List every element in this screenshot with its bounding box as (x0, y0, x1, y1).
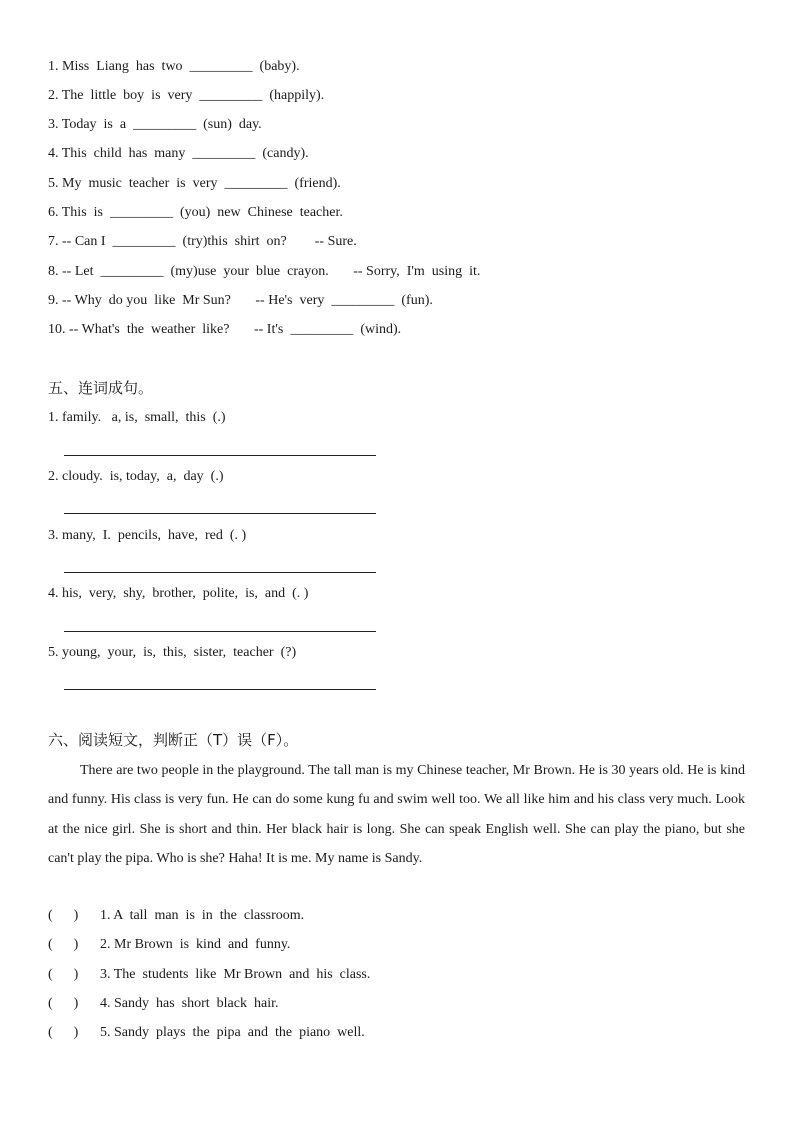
tf-statement-1: 1. A tall man is in the classroom. (100, 908, 305, 923)
answer-line-2[interactable] (64, 513, 376, 514)
reorder-item-4: 4. his, very, shy, brother, polite, is, and (. ) (48, 586, 309, 601)
reorder-item-1: 1. family. a, is, small, this (.) (48, 410, 226, 425)
fill-item-10: 10. -- What's the weather like? -- It's _________ (wind). (48, 322, 402, 337)
tf-item-1 (48, 907, 304, 925)
fill-item-9: 9. -- Why do you like Mr Sun? -- He's very _________ (fun). (48, 293, 433, 308)
fill-item-2: 2. The little boy is very _________ (happily). (48, 88, 325, 103)
fill-item-5: 5. My music teacher is very _________ (friend). (48, 176, 341, 191)
answer-line-5[interactable] (64, 689, 376, 690)
tf-item-2 (48, 936, 290, 954)
answer-line-3[interactable] (64, 572, 376, 573)
reading-passage (48, 756, 745, 873)
answer-line-4[interactable] (64, 631, 376, 632)
fill-item-7: 7. -- Can I _________ (try)this shirt on? -- Sure. (48, 234, 357, 249)
tf-item-4 (48, 995, 278, 1013)
reading-passage-text: There are two people in the playground. The tall man is my Chinese teacher, Mr Brown. He is 30 years old. He is kind and funny. His class is very fun. He can do some kung fu and swim well too. We all like him and his class very much. Look at the nice girl. She is short and thin. Her black hair is long. She can speak English well. She can play the piano, but she can't play the pipa. Who is she? Haha! It is me. My name is Sandy. (48, 763, 745, 866)
reorder-item-5: 5. young, your, is, this, sister, teacher (?) (48, 645, 297, 660)
answer-paren-3[interactable]: ( ) (48, 967, 79, 982)
tf-statement-4: 4. Sandy has short black hair. (100, 996, 279, 1011)
reorder-item-3: 3. many, I. pencils, have, red (. ) (48, 528, 247, 543)
fill-item-8: 8. -- Let _________ (my)use your blue crayon. -- Sorry, I'm using it. (48, 264, 481, 279)
reorder-item-2: 2. cloudy. is, today, a, day (.) (48, 469, 224, 484)
section5-heading: 五、连词成句。 (48, 379, 154, 397)
fill-item-1: 1. Miss Liang has two _________ (baby). (48, 59, 300, 74)
answer-paren-1[interactable]: ( ) (48, 908, 79, 923)
answer-paren-5[interactable]: ( ) (48, 1025, 79, 1040)
fill-item-6: 6. This is _________ (you) new Chinese teacher. (48, 205, 343, 220)
tf-item-3 (48, 966, 370, 984)
answer-line-1[interactable] (64, 455, 376, 456)
tf-statement-2: 2. Mr Brown is kind and funny. (100, 937, 291, 952)
section6-heading: 六、阅读短文，判断正（T）误（F）。 (48, 731, 299, 749)
tf-item-5 (48, 1024, 365, 1042)
answer-paren-2[interactable]: ( ) (48, 937, 79, 952)
fill-item-3: 3. Today is a _________ (sun) day. (48, 117, 262, 132)
tf-statement-3: 3. The students like Mr Brown and his class. (100, 967, 371, 982)
answer-paren-4[interactable]: ( ) (48, 996, 79, 1011)
fill-item-4: 4. This child has many _________ (candy). (48, 146, 309, 161)
tf-statement-5: 5. Sandy plays the pipa and the piano well. (100, 1025, 365, 1040)
